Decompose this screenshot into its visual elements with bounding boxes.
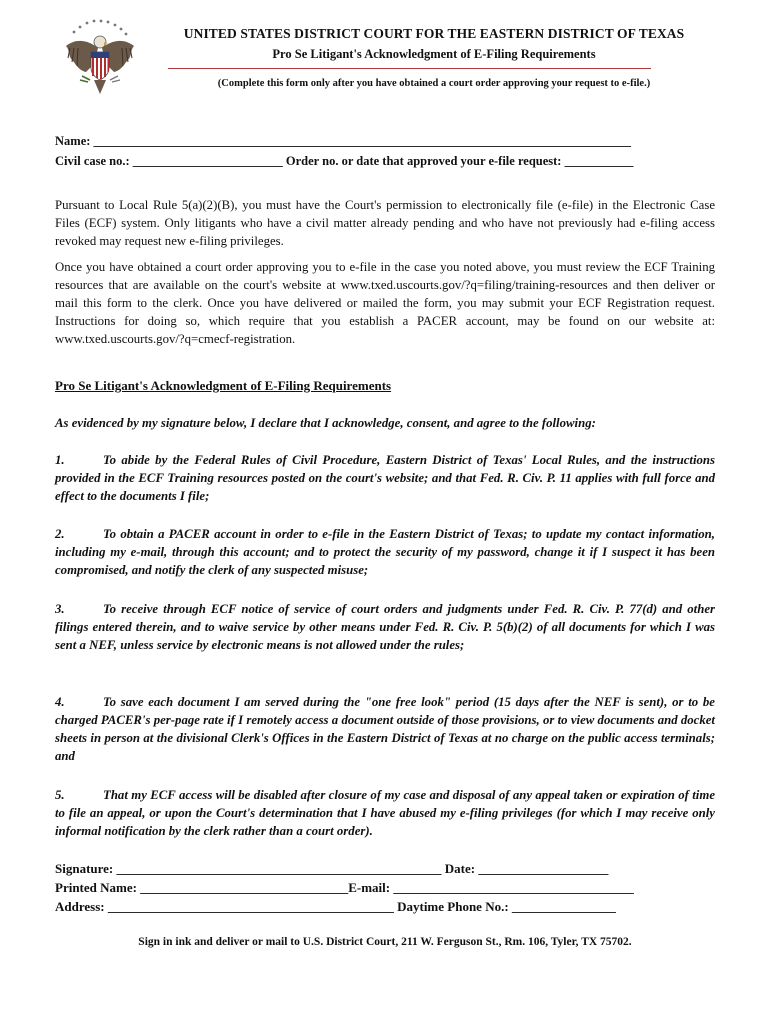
list-item-number: 1.	[55, 453, 65, 467]
form-title: Pro Se Litigant's Acknowledgment of E-Filing Requirements	[272, 47, 596, 61]
address-phone-field[interactable]: Address: ____________________________________________ Daytime Phone No.: ________________	[55, 899, 616, 914]
list-item-text: To obtain a PACER account in order to e-file in the Eastern District of Texas; to update my contact information, including my e-mail, through this account; and to protect the security of my password, change it if I suspect it has been compromised, and notify the clerk of any suspected misuse;	[55, 527, 715, 577]
list-item-number: 3.	[55, 602, 65, 616]
list-item	[55, 525, 715, 579]
list-item-number: 4.	[55, 695, 65, 709]
instructions-paragraph: Once you have obtained a court order approving you to e-file in the case you noted above, you must review the ECF Training resources that are available on the court's website at www.txed.uscourts.gov/?q=filing/training-resources and then deliver or mail this form to the clerk. Once you have delivered or mailed the form, you may submit your ECF Registration request. Instructions for doing so, which require that you establish a PACER account, may be found on our website at: www.txed.uscourts.gov/?q=cmecf-registration.	[55, 260, 715, 346]
list-item-text: To receive through ECF notice of service of court orders and judgments under Fed. R. Civ. P. 77(d) and other filings entered therein, and to waive service by other means under Fed. R. Civ. P. 5(b)(2) of all documents for which I was sent a NEF, unless service by electronic means is not allowed under the rules;	[55, 602, 715, 652]
form-instruction: (Complete this form only after you have obtained a court order approving your request to e-file.)	[217, 78, 651, 89]
section-heading: Pro Se Litigant's Acknowledgment of E-Filing Requirements	[55, 378, 392, 393]
court-title: UNITED STATES DISTRICT COURT FOR THE EASTERN DISTRICT OF TEXAS	[183, 26, 685, 41]
header-divider	[168, 68, 651, 69]
printed-name-email-field[interactable]: Printed Name: ________________________________E-mail: _____________________________________	[55, 880, 634, 895]
name-field[interactable]: Name: ______________________________________________________________________________________	[55, 134, 632, 148]
delivery-instructions: Sign in ink and deliver or mail to U.S. District Court, 211 W. Ferguson St., Rm. 106, Tyler, TX 75702.	[138, 936, 632, 948]
list-item	[55, 600, 715, 654]
list-item-text: To save each document I am served during the "one free look" period (15 days after the NEF is sent), or to be charged PACER's per-page rate if I remotely access a document outside of those provisions, or to view documents and docket sheets in person at the divisional Clerk's Offices in the Eastern District of Texas at no charge on the public access terminals; and	[55, 695, 715, 763]
list-item-text: That my ECF access will be disabled after closure of my case and disposal of any appeal taken or expiration of time to file an appeal, or upon the Court's determination that I have abused my e-filing privileges (for which I may receive only informal notification by the clerk rather than a court order).	[55, 788, 715, 838]
intro-paragraph: Pursuant to Local Rule 5(a)(2)(B), you must have the Court's permission to electronically file (e-file) in the Electronic Case Files (ECF) system. Only litigants who have a civil matter already pending and who have not previously had e-filing access revoked may request new e-filing privileges.	[55, 198, 715, 248]
list-item	[55, 693, 715, 765]
list-item-number: 2.	[55, 527, 65, 541]
list-item	[55, 451, 715, 505]
signature-date-field[interactable]: Signature: __________________________________________________ Date: ____________________	[55, 861, 609, 876]
list-item-number: 5.	[55, 788, 65, 802]
court-seal-icon	[60, 18, 140, 100]
declaration-intro: As evidenced by my signature below, I declare that I acknowledge, consent, and agree to the following:	[55, 416, 596, 430]
case-order-field[interactable]: Civil case no.: ________________________ Order no. or date that approved your e-file request: ___________	[55, 154, 634, 168]
list-item-text: To abide by the Federal Rules of Civil Procedure, Eastern District of Texas' Local Rules, and the instructions provided in the ECF Training resources posted on the court's website; and that Fed. R. Civ. P. 11 applies with full force and effect to the documents I file;	[55, 453, 715, 503]
list-item	[55, 786, 715, 840]
